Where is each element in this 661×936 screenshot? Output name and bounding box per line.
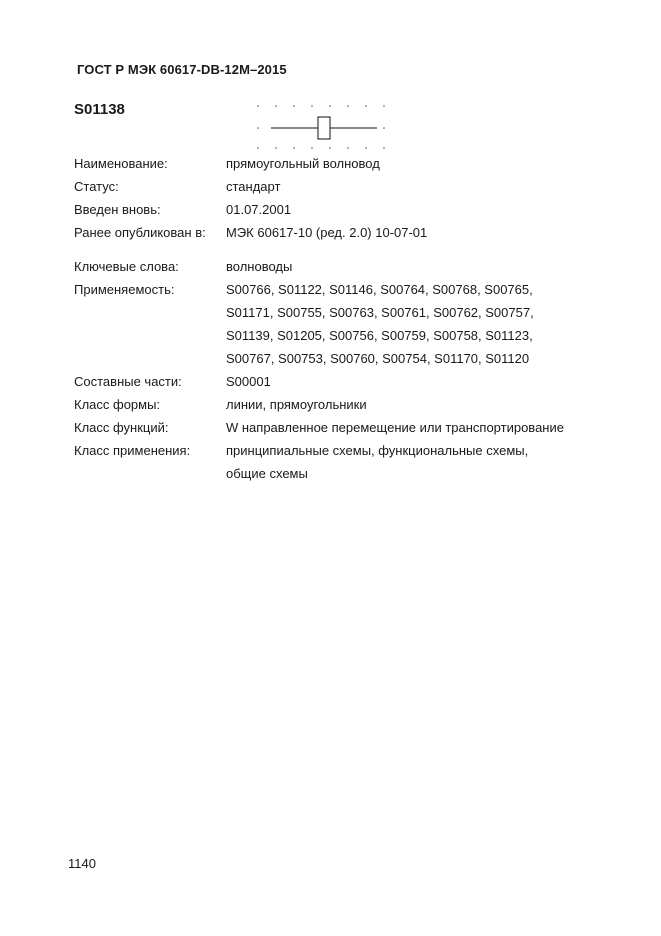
field-label-applicability: Применяемость: xyxy=(74,282,175,297)
symbol-code: S01138 xyxy=(74,101,125,118)
field-label-application-class: Класс применения: xyxy=(74,443,191,458)
field-value-status: стандарт xyxy=(226,179,281,194)
page-number: 1140 xyxy=(68,856,96,871)
field-value-applicability-line: S00767, S00753, S00760, S00754, S01170, S01120 xyxy=(226,351,530,366)
symbol-grid-dots xyxy=(257,105,385,149)
field-value-applicability-line: S01139, S01205, S00756, S00759, S00758, S01123, xyxy=(226,328,533,343)
field-label-previously-published: Ранее опубликован в: xyxy=(74,225,206,240)
document-header: ГОСТ Р МЭК 60617-DB-12M–2015 xyxy=(77,62,287,77)
field-value-application-class-line: общие схемы xyxy=(226,466,308,481)
field-label-introduced: Введен вновь: xyxy=(74,202,161,217)
field-value-applicability-line: S00766, S01122, S01146, S00764, S00768, S00765, xyxy=(226,282,533,297)
field-value-applicability-line: S01171, S00755, S00763, S00761, S00762, S00757, xyxy=(226,305,534,320)
field-value-function-class: W направленное перемещение или транспортирование xyxy=(226,420,564,435)
field-label-status: Статус: xyxy=(74,179,119,194)
field-value-name: прямоугольный волновод xyxy=(226,156,380,171)
field-value-introduced: 01.07.2001 xyxy=(226,202,292,217)
field-value-components: S00001 xyxy=(226,374,271,389)
field-value-application-class-line: принципиальные схемы, функциональные схемы, xyxy=(226,443,529,458)
rectangular-waveguide-symbol-icon xyxy=(254,102,394,152)
field-label-shape-class: Класс формы: xyxy=(74,397,161,412)
field-label-function-class: Класс функций: xyxy=(74,420,169,435)
field-label-name: Наименование: xyxy=(74,156,168,171)
field-label-components: Составные части: xyxy=(74,374,182,389)
field-label-keywords: Ключевые слова: xyxy=(74,259,179,274)
field-value-shape-class: линии, прямоугольники xyxy=(226,397,367,412)
field-value-previously-published: МЭК 60617-10 (ред. 2.0) 10-07-01 xyxy=(226,225,428,240)
field-value-keywords: волноводы xyxy=(226,259,293,274)
